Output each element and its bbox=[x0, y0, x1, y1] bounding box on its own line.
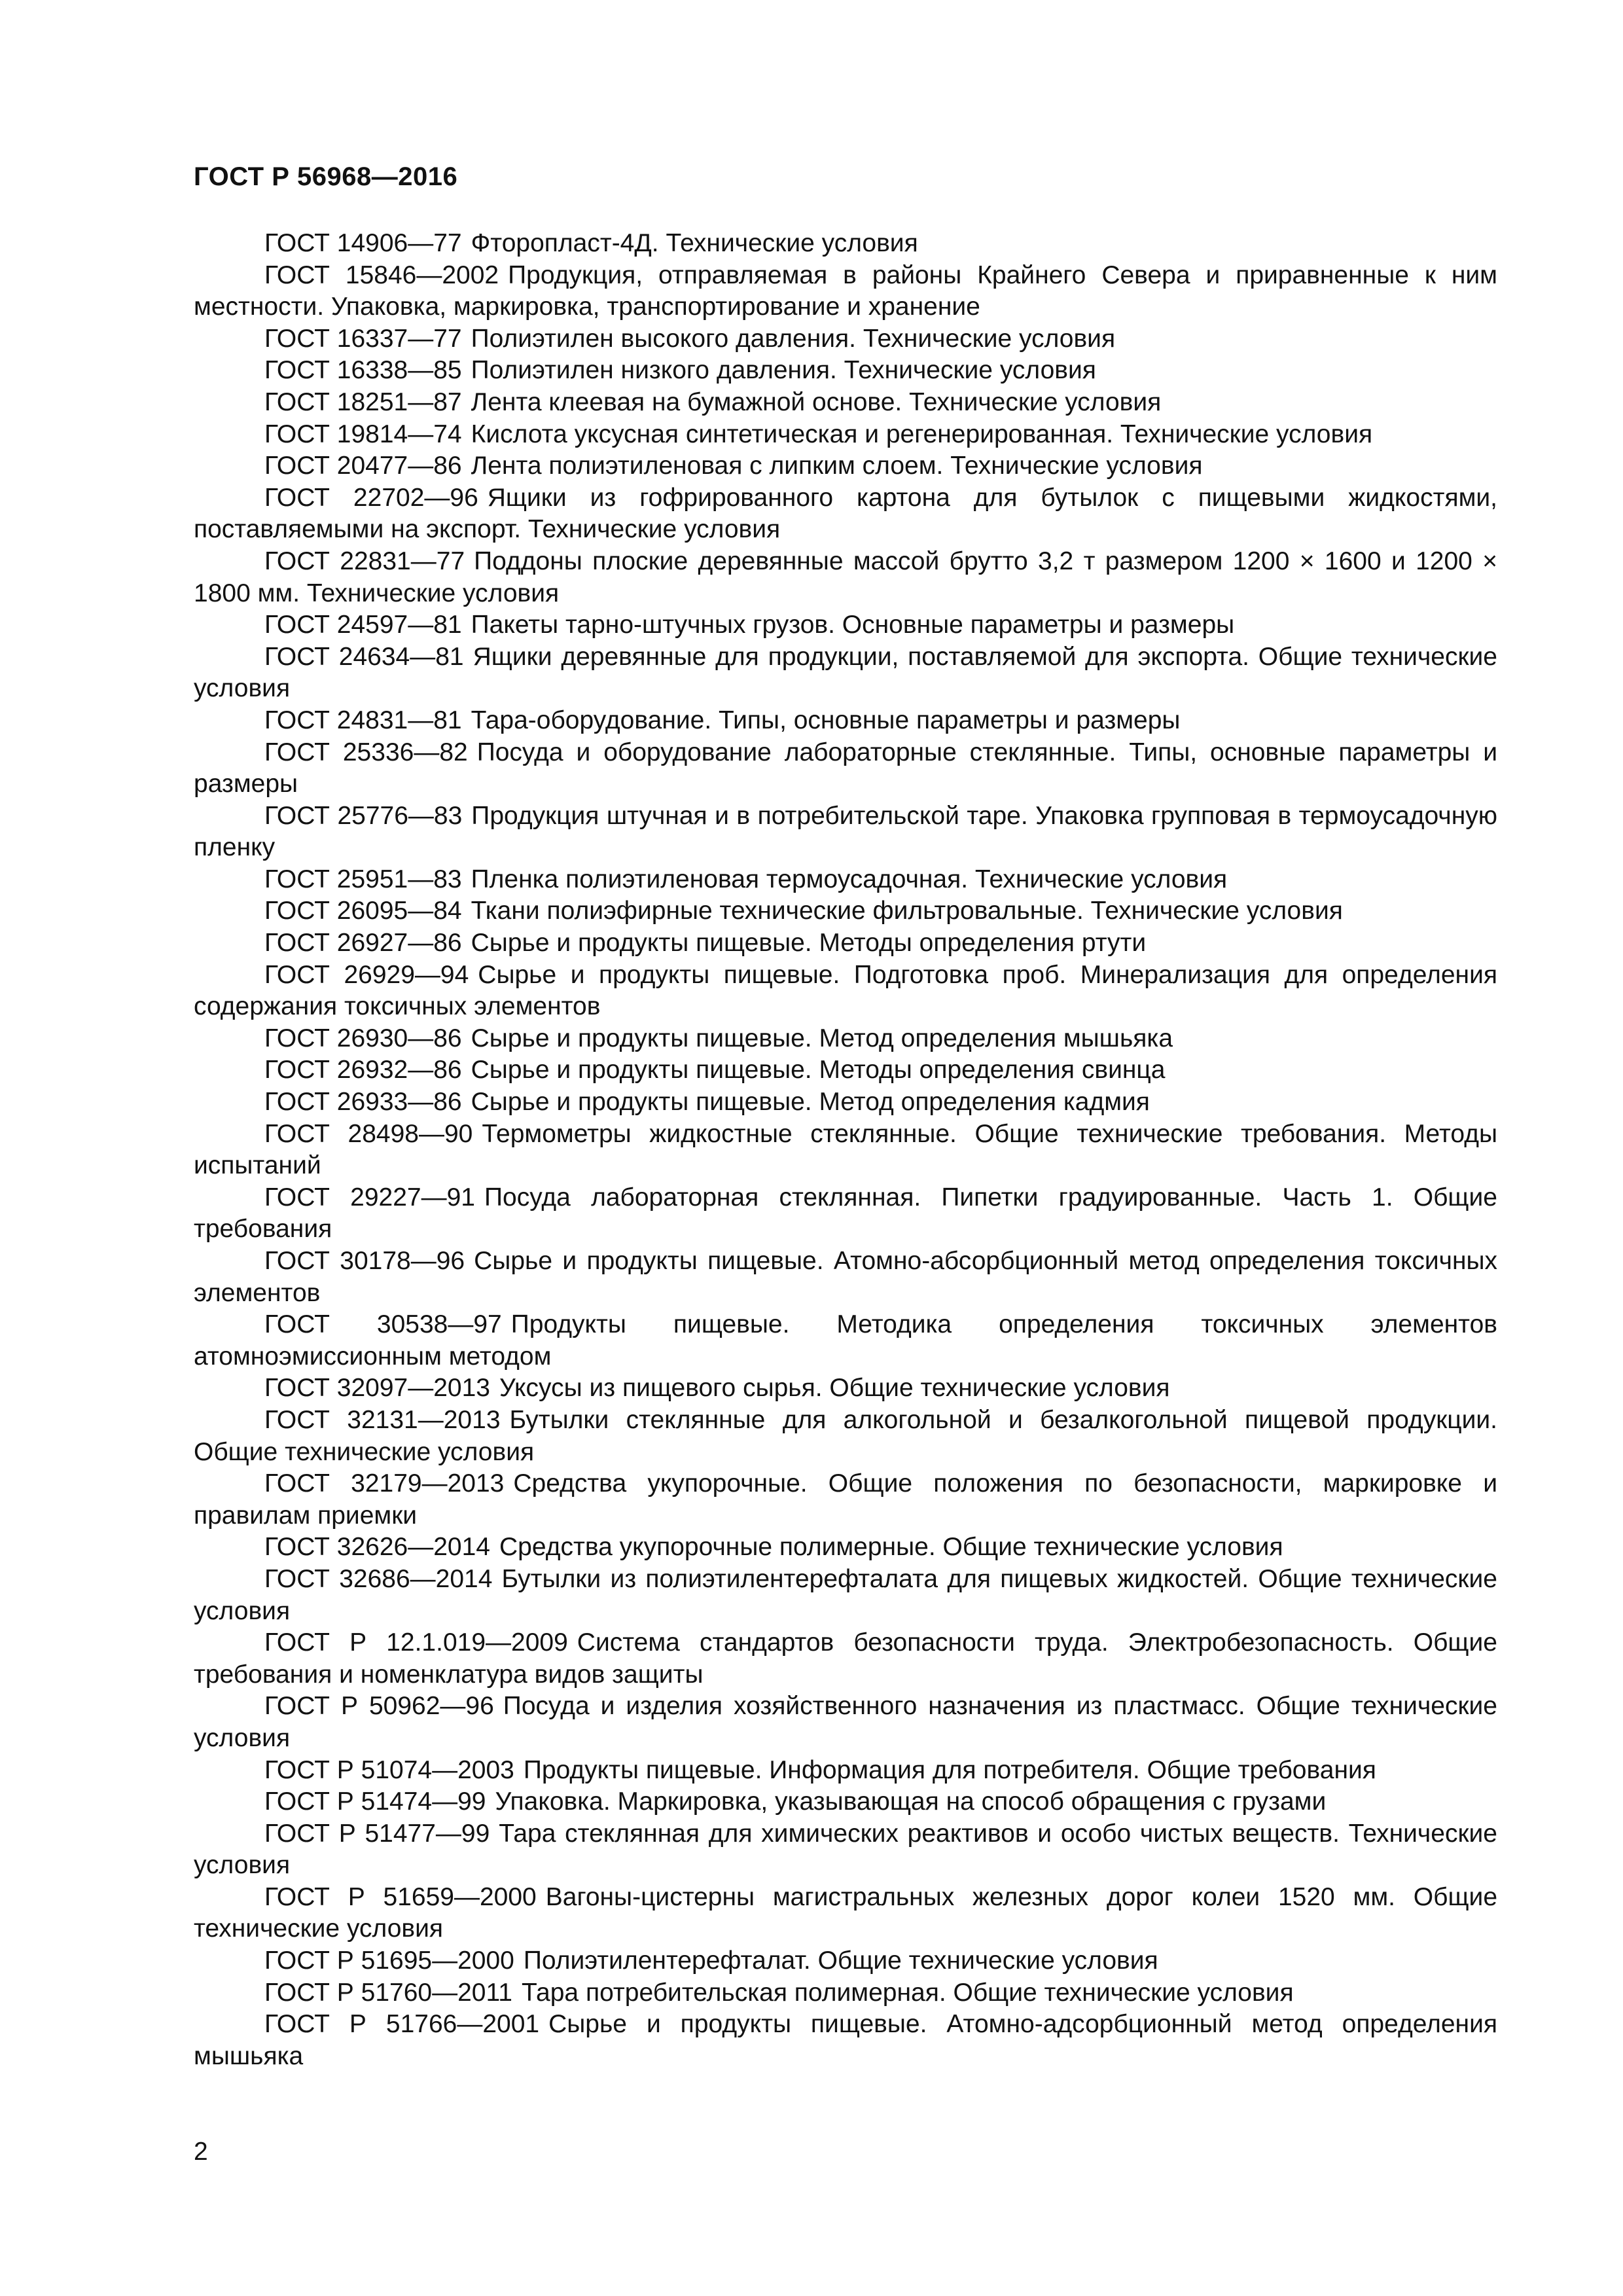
reference-entry bbox=[194, 1246, 1497, 1309]
reference-title: Лента полиэтиленовая с липким слоем. Технические условия bbox=[471, 452, 1203, 480]
reference-title: Сырье и продукты пищевые. Атомно-абсорбционный метод определения токсичных элементов bbox=[194, 1247, 1498, 1307]
reference-code: ГОСТ 14906—77 bbox=[264, 229, 462, 257]
reference-entry bbox=[194, 2009, 1497, 2072]
reference-code: ГОСТ 25951—83 bbox=[264, 865, 462, 893]
reference-entry bbox=[194, 895, 1497, 927]
reference-title: Полиэтилен низкого давления. Технические условия bbox=[471, 356, 1096, 385]
reference-code: ГОСТ 25336—82 bbox=[264, 738, 468, 766]
reference-entry bbox=[194, 323, 1497, 355]
reference-title: Бутылки из полиэтилентерефталата для пищевых жидкостей. Общие технические условия bbox=[194, 1564, 1497, 1625]
reference-code: ГОСТ 19814—74 bbox=[264, 420, 462, 448]
reference-code: ГОСТ 20477—86 bbox=[264, 452, 462, 480]
reference-title: Термометры жидкостные стеклянные. Общие технические требования. Методы испытаний bbox=[194, 1119, 1497, 1180]
reference-entry bbox=[194, 737, 1497, 800]
reference-code: ГОСТ 28498—90 bbox=[264, 1119, 473, 1148]
reference-title: Поддоны плоские деревянные массой брутто 3,2 т размером 1200 × 1600 и 1200 × 1800 мм. Технические условия bbox=[194, 547, 1497, 607]
reference-entry bbox=[194, 1882, 1497, 1945]
reference-code: ГОСТ 32626—2014 bbox=[264, 1533, 491, 1562]
reference-code: ГОСТ 26929—94 bbox=[264, 960, 469, 989]
reference-entry bbox=[194, 960, 1497, 1023]
reference-title: Продукция штучная и в потребительской таре. Упаковка групповая в термоусадочную пленку bbox=[194, 801, 1497, 862]
reference-title: Бутылки стеклянные для алкогольной и безалкогольной пищевой продукции. Общие технические условия bbox=[194, 1405, 1497, 1466]
reference-title: Посуда лабораторная стеклянная. Пипетки градуированные. Часть 1. Общие требования bbox=[194, 1183, 1497, 1244]
reference-entry bbox=[194, 1086, 1497, 1119]
reference-title: Пакеты тарно-штучных грузов. Основные параметры и размеры bbox=[471, 611, 1235, 639]
reference-entry bbox=[194, 1977, 1497, 2009]
reference-entry bbox=[194, 1309, 1497, 1372]
reference-code: ГОСТ Р 51477—99 bbox=[264, 1819, 490, 1848]
reference-entry bbox=[194, 546, 1497, 609]
reference-title: Сырье и продукты пищевые. Метод определения кадмия bbox=[471, 1088, 1150, 1117]
reference-code: ГОСТ Р 51074—2003 bbox=[264, 1755, 514, 1784]
reference-title: Ткани полиэфирные технические фильтровальные. Технические условия bbox=[471, 897, 1343, 925]
reference-title: Лента клеевая на бумажной основе. Технические условия bbox=[471, 387, 1162, 416]
reference-title: Сырье и продукты пищевые. Атомно-адсорбционный метод определения мышьяка bbox=[194, 2010, 1497, 2070]
reference-title: Ящики из гофрированного картона для бутылок с пищевыми жидкостями, поставляемыми на экспорт. Технические условия bbox=[194, 483, 1497, 544]
reference-entry bbox=[194, 864, 1497, 896]
reference-code: ГОСТ 32097—2013 bbox=[264, 1374, 491, 1403]
reference-title: Тара-оборудование. Типы, основные параметры и размеры bbox=[471, 706, 1181, 734]
reference-entry bbox=[194, 1468, 1497, 1532]
reference-entry bbox=[194, 1119, 1497, 1182]
reference-code: ГОСТ Р 51760—2011 bbox=[264, 1978, 512, 2007]
reference-entry bbox=[194, 419, 1497, 451]
reference-title: Система стандартов безопасности труда. Электробезопасность. Общие требования и номенклатура видов защиты bbox=[194, 1628, 1497, 1689]
reference-code: ГОСТ 25776—83 bbox=[264, 801, 463, 830]
reference-code: ГОСТ Р 50962—96 bbox=[264, 1692, 494, 1721]
reference-entry bbox=[194, 927, 1497, 960]
reference-code: ГОСТ 32686—2014 bbox=[264, 1564, 493, 1593]
reference-code: ГОСТ 32179—2013 bbox=[264, 1469, 505, 1498]
reference-entry bbox=[194, 705, 1497, 737]
reference-entry bbox=[194, 1945, 1497, 1977]
reference-title: Посуда и оборудование лабораторные стеклянные. Типы, основные параметры и размеры bbox=[194, 738, 1497, 798]
reference-code: ГОСТ 22702—96 bbox=[264, 483, 478, 512]
reference-entry bbox=[194, 1405, 1497, 1468]
reference-code: ГОСТ Р 51766—2001 bbox=[264, 2010, 540, 2039]
reference-title: Сырье и продукты пищевые. Методы определения ртути bbox=[471, 929, 1147, 958]
reference-code: ГОСТ Р 51474—99 bbox=[264, 1787, 486, 1816]
reference-title: Полиэтилен высокого давления. Технические условия bbox=[471, 324, 1116, 353]
reference-code: ГОСТ 26095—84 bbox=[264, 897, 462, 925]
reference-code: ГОСТ 30538—97 bbox=[264, 1310, 502, 1339]
reference-entry bbox=[194, 260, 1497, 323]
reference-title: Полиэтилентерефталат. Общие технические условия bbox=[523, 1946, 1158, 1975]
reference-title: Тара стеклянная для химических реактивов и особо чистых веществ. Технические условия bbox=[194, 1819, 1497, 1880]
reference-title: Сырье и продукты пищевые. Метод определения мышьяка bbox=[471, 1024, 1173, 1052]
reference-title: Пленка полиэтиленовая термоусадочная. Технические условия bbox=[471, 865, 1228, 893]
reference-entry bbox=[194, 1372, 1497, 1405]
reference-title: Продукты пищевые. Методика определения токсичных элементов атомноэмиссионным методом bbox=[194, 1310, 1497, 1371]
reference-title: Кислота уксусная синтетическая и регенерированная. Технические условия bbox=[471, 420, 1373, 448]
reference-entry bbox=[194, 1755, 1497, 1787]
reference-entry bbox=[194, 800, 1497, 864]
reference-title: Фторопласт-4Д. Технические условия bbox=[471, 229, 918, 257]
reference-code: ГОСТ 22831—77 bbox=[264, 547, 465, 575]
reference-title: Сырье и продукты пищевые. Методы определения свинца bbox=[471, 1056, 1166, 1085]
reference-code: ГОСТ Р 51695—2000 bbox=[264, 1946, 514, 1975]
reference-code: ГОСТ 26932—86 bbox=[264, 1056, 462, 1085]
reference-title: Ящики деревянные для продукции, поставляемой для экспорта. Общие технические условия bbox=[194, 642, 1497, 703]
normative-references-list bbox=[194, 228, 1497, 2072]
reference-code: ГОСТ 32131—2013 bbox=[264, 1405, 501, 1434]
reference-code: ГОСТ 24831—81 bbox=[264, 706, 462, 734]
reference-entry bbox=[194, 1054, 1497, 1086]
reference-code: ГОСТ 26933—86 bbox=[264, 1088, 462, 1117]
reference-title: Средства укупорочные полимерные. Общие технические условия bbox=[499, 1533, 1283, 1562]
reference-entry bbox=[194, 228, 1497, 260]
page-number: 2 bbox=[194, 2138, 208, 2166]
reference-title: Уксусы из пищевого сырья. Общие технические условия bbox=[499, 1374, 1170, 1403]
reference-code: ГОСТ 26930—86 bbox=[264, 1024, 462, 1052]
reference-entry bbox=[194, 1786, 1497, 1818]
reference-title: Сырье и продукты пищевые. Подготовка проб. Минерализация для определения содержания токсичных элементов bbox=[194, 960, 1497, 1021]
reference-title: Продукция, отправляемая в районы Крайнего Севера и приравненные к ним местности. Упаковка, маркировка, транспортирование и хранение bbox=[194, 260, 1497, 321]
reference-entry bbox=[194, 1627, 1497, 1691]
reference-code: ГОСТ 24597—81 bbox=[264, 611, 462, 639]
reference-entry bbox=[194, 1818, 1497, 1882]
reference-code: ГОСТ 16338—85 bbox=[264, 356, 462, 385]
reference-code: ГОСТ 15846—2002 bbox=[264, 260, 499, 289]
reference-entry bbox=[194, 1564, 1497, 1627]
reference-title: Продукты пищевые. Информация для потребителя. Общие требования bbox=[523, 1755, 1376, 1784]
reference-entry bbox=[194, 355, 1497, 387]
reference-title: Тара потребительская полимерная. Общие технические условия bbox=[521, 1978, 1294, 2007]
reference-title: Средства укупорочные. Общие положения по безопасности, маркировке и правилам приемки bbox=[194, 1469, 1497, 1530]
reference-code: ГОСТ 26927—86 bbox=[264, 929, 462, 958]
reference-code: ГОСТ 24634—81 bbox=[264, 642, 464, 671]
reference-code: ГОСТ 18251—87 bbox=[264, 387, 462, 416]
reference-entry bbox=[194, 1023, 1497, 1055]
reference-code: ГОСТ 30178—96 bbox=[264, 1247, 465, 1275]
reference-entry bbox=[194, 1182, 1497, 1246]
reference-entry bbox=[194, 482, 1497, 546]
reference-title: Вагоны-цистерны магистральных железных дорог колеи 1520 мм. Общие технические условия bbox=[194, 1882, 1498, 1943]
reference-entry bbox=[194, 387, 1497, 419]
reference-code: ГОСТ 16337—77 bbox=[264, 324, 462, 353]
reference-entry bbox=[194, 609, 1497, 641]
document-header: ГОСТ Р 56968—2016 bbox=[194, 162, 458, 191]
reference-entry bbox=[194, 450, 1497, 482]
reference-title: Упаковка. Маркировка, указывающая на способ обращения с грузами bbox=[495, 1787, 1327, 1816]
reference-entry bbox=[194, 641, 1497, 705]
reference-code: ГОСТ Р 51659—2000 bbox=[264, 1882, 537, 1911]
reference-code: ГОСТ 29227—91 bbox=[264, 1183, 475, 1211]
reference-entry bbox=[194, 1532, 1497, 1564]
reference-entry bbox=[194, 1691, 1497, 1754]
reference-code: ГОСТ Р 12.1.019—2009 bbox=[264, 1628, 568, 1657]
reference-title: Посуда и изделия хозяйственного назначения из пластмасс. Общие технические условия bbox=[194, 1692, 1497, 1752]
